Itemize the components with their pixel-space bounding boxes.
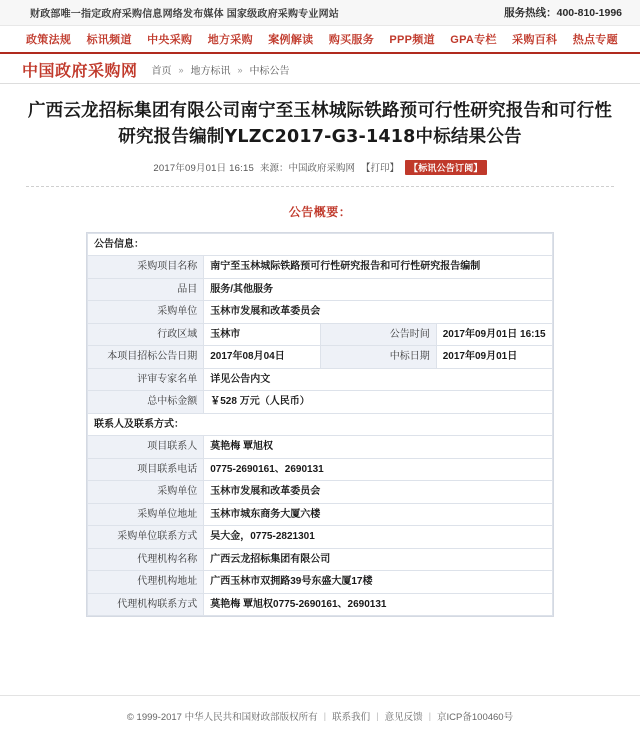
divider (26, 186, 614, 187)
row-value-category: 服务/其他服务 (204, 278, 553, 301)
group-title-announcement-info: 公告信息： (88, 233, 553, 256)
row-label-total-award-amount: 总中标金额 (88, 391, 204, 414)
nav-item-central-procurement[interactable]: 中央采购 (147, 34, 193, 46)
contact-us-link[interactable]: 联系我们 (332, 712, 371, 723)
nav-item-policy[interactable]: 政策法规 (26, 34, 72, 46)
row-label-agency-contact: 代理机构联系方式 (88, 593, 204, 616)
print-button[interactable]: 【打印】 (360, 163, 399, 174)
table-row (88, 548, 553, 571)
copyright-text: © 1999-2017 中华人民共和国财政部版权所有 (126, 712, 318, 723)
table-row (88, 481, 553, 504)
group-title-contact-info: 联系人及联系方式： (88, 413, 553, 436)
row-value-project-name: 南宁至玉林城际铁路预可行性研究报告和可行性研究报告编制 (204, 256, 553, 279)
logo-breadcrumb-bar (0, 54, 640, 84)
row-label-review-experts: 评审专家名单 (88, 368, 204, 391)
top-bar (0, 0, 640, 26)
nav-item-bid-channel[interactable]: 标讯频道 (86, 34, 132, 46)
site-logo[interactable]: 中国政府采购网 (22, 61, 138, 80)
table-row (88, 368, 553, 391)
nav-item-purchase-service[interactable]: 购买服务 (328, 34, 375, 46)
publish-date: 2017年09月01日 16:15 (153, 163, 254, 174)
table-row (88, 278, 553, 301)
footer-separator: | (428, 710, 432, 722)
table-row (88, 571, 553, 594)
row-value-purchasing-unit-contact: 玉林市发展和改革委员会 (204, 481, 553, 504)
table-row (88, 256, 553, 279)
row-value-project-contact: 莫艳梅 覃旭权 (204, 436, 553, 459)
main-navigation (0, 26, 640, 54)
row-label-agency-name: 代理机构名称 (88, 548, 204, 571)
table-row (88, 436, 553, 459)
table-row (88, 323, 553, 346)
breadcrumb-item-local-bids[interactable]: 地方标讯 (190, 66, 231, 77)
row-value-purchasing-unit-phone: 吴大金，0775-2821301 (204, 526, 553, 549)
article-meta (26, 160, 614, 175)
row-value-agency-contact: 莫艳梅 覃旭权0775-2690161、2690131 (204, 593, 553, 616)
table-row (88, 526, 553, 549)
row-label-region: 行政区域 (88, 323, 204, 346)
subscribe-badge[interactable]: 【标讯公告订阅】 (405, 160, 487, 175)
nav-item-procurement-wiki[interactable]: 采购百科 (512, 34, 558, 46)
row-value-agency-name: 广西云龙招标集团有限公司 (204, 548, 553, 571)
row-value-purchasing-unit: 玉林市发展和改革委员会 (204, 301, 553, 324)
row-label-purchasing-unit-phone: 采购单位联系方式 (88, 526, 204, 549)
row-label-agency-address: 代理机构地址 (88, 571, 204, 594)
row-value-region: 玉林市 (204, 323, 320, 346)
table-group-header-row (88, 233, 553, 256)
service-hotline: 服务热线：400-810-1996 (504, 7, 622, 19)
table-row (88, 391, 553, 414)
nav-item-ppp-channel[interactable]: PPP频道 (389, 34, 435, 46)
breadcrumb-item-home[interactable]: 首页 (151, 66, 172, 77)
summary-heading: 公告概要： (288, 204, 352, 219)
feedback-link[interactable]: 意见反馈 (384, 712, 423, 723)
row-value-purchasing-unit-address: 玉林市城东商务大厦六楼 (204, 503, 553, 526)
nav-item-case-analysis[interactable]: 案例解读 (268, 34, 314, 46)
page-title: 广西云龙招标集团有限公司南宁至玉林城际铁路预可行性研究报告和可行性研究报告编制YLZC2017-G3-1418中标结果公告 (27, 101, 613, 148)
row-label-project-contact: 项目联系人 (88, 436, 204, 459)
row-value-agency-address: 广西玉林市双拥路39号东盛大厦17楼 (204, 571, 553, 594)
row-label-award-date: 中标日期 (320, 346, 436, 369)
table-row (88, 458, 553, 481)
table-row (88, 346, 553, 369)
icp-license: 京ICP备100460号 (437, 712, 514, 723)
breadcrumb-item-award-notice[interactable]: 中标公告 (249, 66, 290, 77)
row-label-purchasing-unit-contact: 采购单位 (88, 481, 204, 504)
row-value-project-phone: 0775-2690161、2690131 (204, 458, 553, 481)
table-row (88, 593, 553, 616)
article-container (0, 84, 640, 617)
page-footer (0, 695, 640, 738)
breadcrumb-separator: » (237, 64, 243, 75)
nav-item-hot-topics[interactable]: 热点专题 (572, 34, 618, 46)
row-label-project-name: 采购项目名称 (88, 256, 204, 279)
row-label-category: 品目 (88, 278, 204, 301)
table-row (88, 503, 553, 526)
site-slogan: 财政部唯一指定政府采购信息网络发布媒体 国家级政府采购专业网站 (30, 9, 339, 20)
row-label-purchasing-unit: 采购单位 (88, 301, 204, 324)
row-value-total-award-amount: ￥528 万元（人民币） (204, 391, 553, 414)
table-row (88, 301, 553, 324)
row-label-bid-notice-date: 本项目招标公告日期 (88, 346, 204, 369)
row-value-publish-time: 2017年09月01日 16:15 (436, 323, 552, 346)
row-value-bid-notice-date: 2017年08月04日 (204, 346, 320, 369)
nav-item-local-procurement[interactable]: 地方采购 (207, 34, 253, 46)
article-source: 来源：中国政府采购网 (259, 163, 355, 174)
row-value-review-experts: 详见公告内文 (204, 368, 553, 391)
footer-separator: | (376, 710, 379, 722)
row-value-award-date: 2017年09月01日 (436, 346, 552, 369)
row-label-purchasing-unit-address: 采购单位地址 (88, 503, 204, 526)
nav-item-gpa-column[interactable]: GPA专栏 (450, 34, 497, 46)
announcement-table (86, 232, 554, 618)
footer-separator: | (323, 710, 327, 722)
row-label-project-phone: 项目联系电话 (88, 458, 204, 481)
breadcrumb (152, 62, 290, 77)
footer-content (127, 709, 513, 723)
table-group-header-row (88, 413, 553, 436)
breadcrumb-separator: » (178, 64, 184, 75)
row-label-publish-time: 公告时间 (320, 323, 436, 346)
